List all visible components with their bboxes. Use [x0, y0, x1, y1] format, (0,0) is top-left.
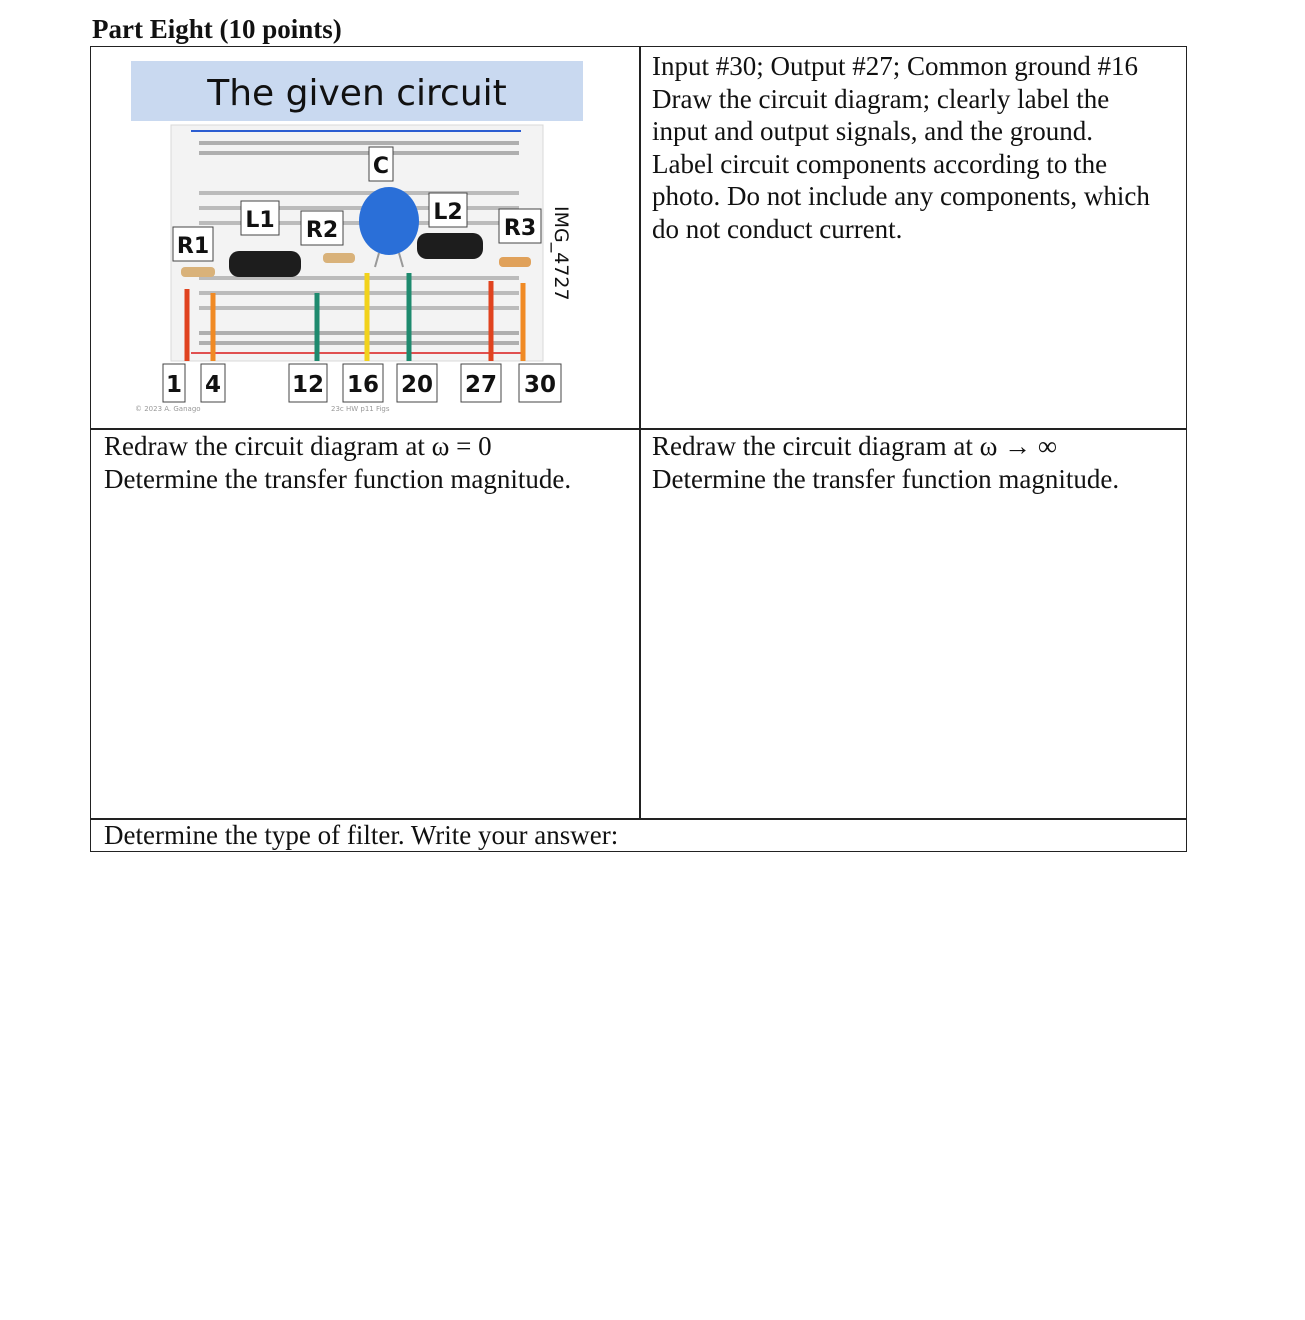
node-label-16: 16	[346, 372, 380, 398]
node-label-1: 1	[165, 372, 183, 398]
low-frequency-cell	[104, 430, 634, 495]
instruction-line: do not conduct current.	[652, 213, 903, 244]
figure-note: 23c HW p11 Figs	[331, 405, 390, 413]
label-r3: R3	[503, 216, 537, 241]
copyright-note: © 2023 A. Ganago	[135, 405, 201, 413]
resistor-r3-body	[499, 257, 531, 267]
node-label-30: 30	[523, 372, 557, 398]
circuit-photo	[131, 61, 583, 417]
instruction-line: Input #30; Output #27; Common ground #16	[652, 51, 1138, 81]
node-label-12: 12	[291, 372, 325, 398]
instruction-line: photo. Do not include any components, which	[652, 181, 1150, 211]
label-r1: R1	[176, 234, 210, 259]
label-r2: R2	[305, 218, 339, 243]
label-l2: L2	[433, 200, 463, 225]
label-c: C	[372, 154, 390, 179]
instructions-cell	[652, 50, 1182, 245]
breadboard	[171, 125, 543, 361]
column-divider	[639, 47, 641, 818]
high-frequency-magnitude-prompt: Determine the transfer function magnitude.	[652, 463, 1120, 494]
high-frequency-prompt: Redraw the circuit diagram at ω → ∞	[652, 431, 1058, 461]
photo-cell	[91, 47, 639, 428]
worksheet-table	[90, 46, 1187, 852]
banner-title: The given circuit	[207, 73, 507, 114]
instruction-line: input and output signals, and the ground.	[652, 116, 1093, 146]
image-id-label: IMG_4727	[550, 206, 572, 301]
filter-type-prompt: Determine the type of filter. Write your answer:	[104, 820, 619, 850]
low-frequency-magnitude-prompt: Determine the transfer function magnitude.	[104, 463, 572, 494]
low-frequency-prompt: Redraw the circuit diagram at ω = 0	[104, 431, 492, 461]
resistor-r1-body	[181, 267, 215, 277]
inductor-l1-body	[229, 251, 301, 277]
node-label-4: 4	[204, 372, 222, 398]
label-l1: L1	[245, 208, 275, 233]
capacitor-body	[359, 187, 419, 255]
inductor-l2-body	[417, 233, 483, 259]
instruction-line: Label circuit components according to the	[652, 148, 1108, 179]
high-frequency-cell	[652, 430, 1182, 495]
instruction-line: Draw the circuit diagram; clearly label the	[652, 83, 1110, 114]
filter-type-cell	[104, 819, 1174, 852]
node-label-27: 27	[464, 372, 498, 398]
node-label-20: 20	[400, 372, 434, 398]
section-heading: Part Eight (10 points)	[92, 14, 342, 44]
resistor-r2-body	[323, 253, 355, 263]
